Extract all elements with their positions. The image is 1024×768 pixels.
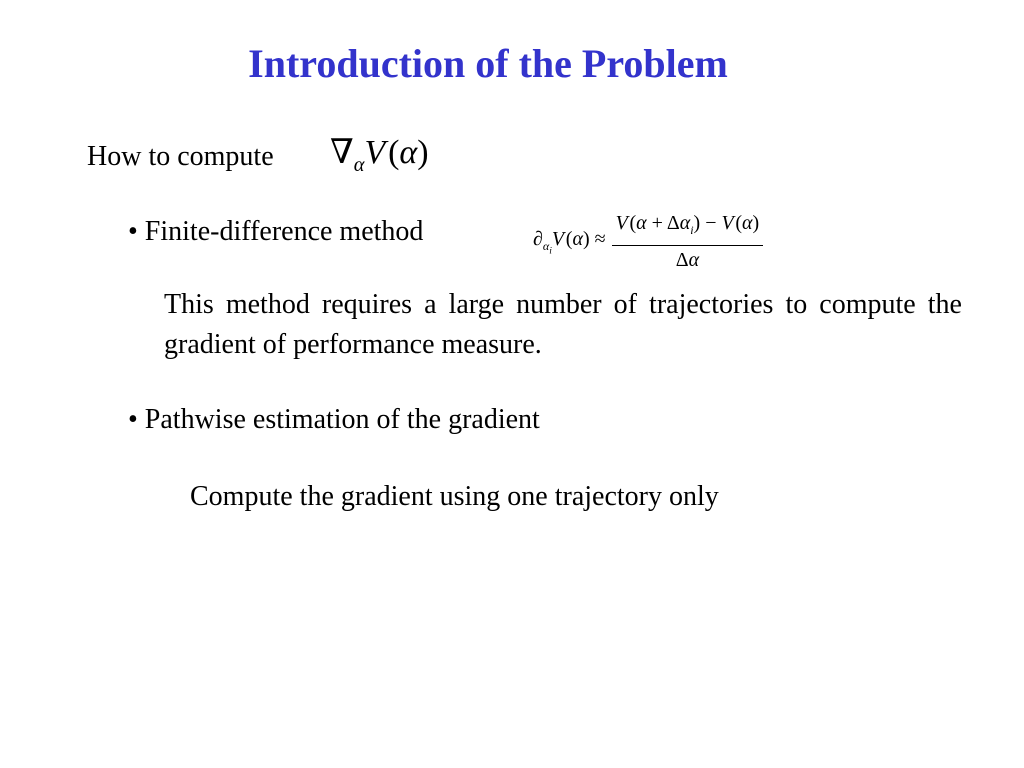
finite-difference-formula: $\partial_{\alpha_i}V$ (α) ≈ $\frac{V (\alpha + \Delta\alpha_i) - V (\alpha)}{\Delta\alpha}$ [533,207,763,277]
pathwise-note: Compute the gradient using one trajectory only [190,481,719,512]
bullet-pathwise-estimation: • Pathwise estimation of the gradient [128,404,540,435]
slide-title: Introduction of the Problem [248,41,728,86]
bullet-finite-difference: • Finite-difference method [128,216,424,247]
finite-difference-note: This method requires a large number of trajectories to compute the gradient of performance measure. [164,289,962,360]
gradient-formula: $\nabla_\alpha V$ (α) [330,134,429,176]
question-text: How to compute [87,141,274,172]
